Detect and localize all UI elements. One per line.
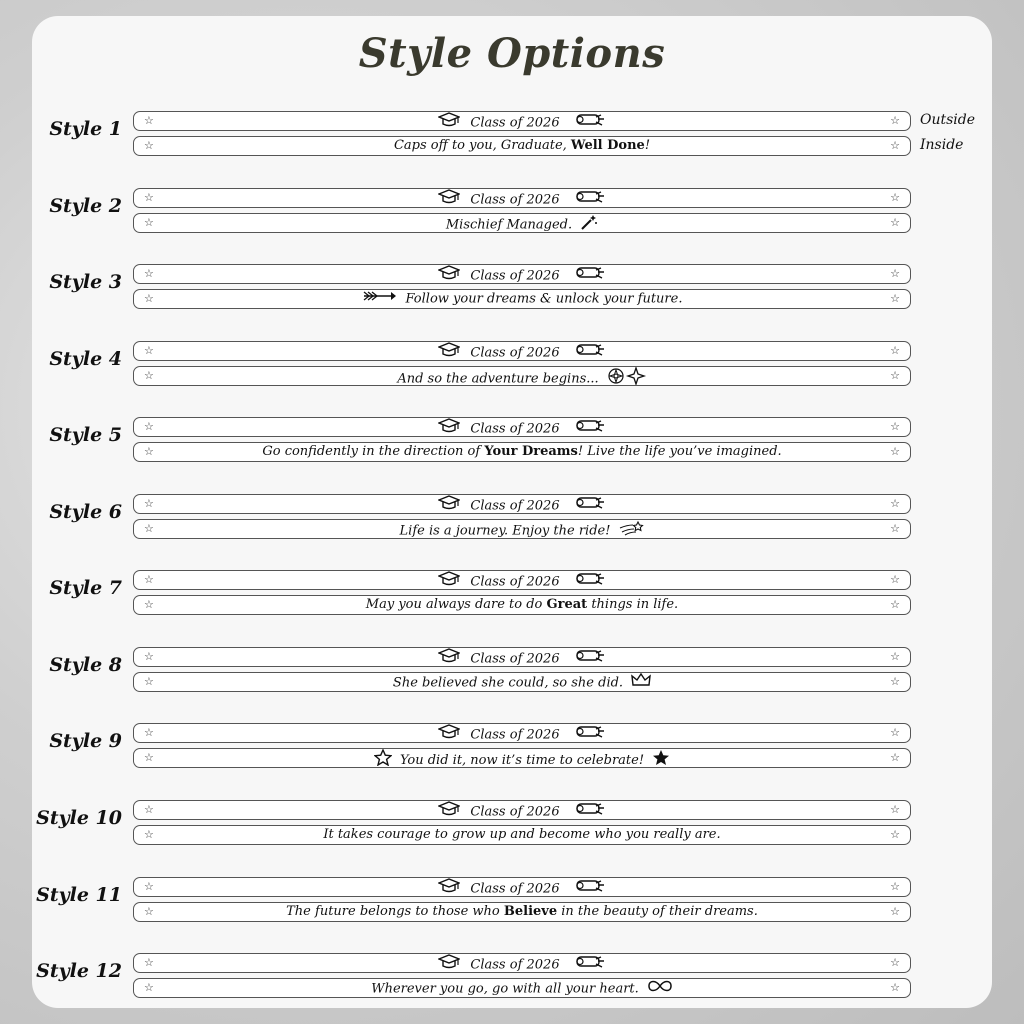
message-text: May you always dare to do <box>365 597 547 612</box>
diploma-icon <box>574 343 606 363</box>
class-year-text: Class of 2026 <box>470 881 560 897</box>
star-icon: ☆ <box>890 497 900 510</box>
star-icon: ☆ <box>890 292 900 305</box>
star-icon: ☆ <box>890 522 900 535</box>
diploma-icon <box>574 802 606 822</box>
outside-text <box>134 801 910 819</box>
star-icon: ☆ <box>144 369 154 382</box>
outside-text <box>134 571 910 589</box>
outside-band[interactable] <box>133 264 911 284</box>
star-icon: ☆ <box>144 675 154 688</box>
star-icon: ☆ <box>144 139 154 152</box>
style-label: Style 9 <box>49 730 122 752</box>
star-icon: ☆ <box>890 828 900 841</box>
outside-text <box>134 189 910 207</box>
diploma-icon <box>574 725 606 745</box>
star-icon: ☆ <box>144 420 154 433</box>
outside-text <box>134 112 910 130</box>
style-label: Style 5 <box>49 424 122 446</box>
grad-cap-icon <box>438 878 460 900</box>
infinity-icon <box>647 979 673 999</box>
compass-icon <box>607 367 647 391</box>
outside-text <box>134 648 910 666</box>
inside-text <box>134 137 910 155</box>
style-label: Style 11 <box>36 884 122 906</box>
outside-label: Outside <box>920 112 976 128</box>
star-icon: ☆ <box>144 216 154 229</box>
inside-text <box>134 903 910 921</box>
grad-cap-icon <box>438 495 460 517</box>
class-year-text: Class of 2026 <box>470 498 560 514</box>
star-icon: ☆ <box>890 369 900 382</box>
outside-band[interactable] <box>133 953 911 973</box>
inside-band[interactable] <box>133 748 911 768</box>
star-icon: ☆ <box>890 956 900 969</box>
class-year-text: Class of 2026 <box>470 957 560 973</box>
star-icon: ☆ <box>144 445 154 458</box>
inside-text <box>134 826 910 844</box>
star-icon: ☆ <box>890 267 900 280</box>
message-text: It takes courage to grow up and become who you really are. <box>323 827 721 842</box>
star-icon: ☆ <box>144 598 154 611</box>
outside-text <box>134 878 910 896</box>
inside-text <box>134 596 910 614</box>
star-icon: ☆ <box>144 905 154 918</box>
star-icon: ☆ <box>144 726 154 739</box>
star-icon: ☆ <box>890 905 900 918</box>
star-outline-icon <box>374 749 392 772</box>
star-icon: ☆ <box>890 981 900 994</box>
star-icon: ☆ <box>144 191 154 204</box>
inside-band[interactable] <box>133 366 911 386</box>
inside-band[interactable] <box>133 136 911 156</box>
outside-text <box>134 342 910 360</box>
outside-text <box>134 265 910 283</box>
inside-text <box>134 520 910 538</box>
star-icon: ☆ <box>144 497 154 510</box>
star-icon: ☆ <box>890 216 900 229</box>
star-icon: ☆ <box>890 139 900 152</box>
star-icon: ☆ <box>890 191 900 204</box>
star-icon: ☆ <box>144 114 154 127</box>
message-text: You did it, now it’s time to celebrate! <box>399 753 645 768</box>
class-year-text: Class of 2026 <box>470 651 560 667</box>
diploma-icon <box>574 190 606 210</box>
outside-band[interactable] <box>133 570 911 590</box>
outside-band[interactable] <box>133 188 911 208</box>
star-icon: ☆ <box>144 981 154 994</box>
message-text: Go confidently in the direction of <box>262 444 485 459</box>
outside-text <box>134 954 910 972</box>
message-text: Mischief Managed. <box>445 217 573 233</box>
message-text: Life is a journey. Enjoy the ride! <box>399 523 611 539</box>
inside-text <box>134 749 910 767</box>
star-icon: ☆ <box>144 292 154 305</box>
style-label: Style 7 <box>49 577 122 599</box>
star-icon: ☆ <box>890 675 900 688</box>
style-label: Style 6 <box>49 501 122 523</box>
star-icon: ☆ <box>144 650 154 663</box>
inside-band[interactable] <box>133 442 911 462</box>
grad-cap-icon <box>438 648 460 670</box>
style-label: Style 1 <box>49 118 122 140</box>
message-text: She believed she could, so she did. <box>392 675 624 691</box>
message-text-end: things in life. <box>587 597 679 612</box>
inside-band[interactable] <box>133 519 911 539</box>
crown-icon <box>631 673 651 693</box>
class-year-text: Class of 2026 <box>470 421 560 437</box>
message-bold-text: Believe <box>503 904 558 919</box>
star-icon: ☆ <box>890 445 900 458</box>
message-bold-text: Well Done <box>570 138 645 153</box>
class-year-text: Class of 2026 <box>470 192 560 208</box>
star-icon: ☆ <box>890 598 900 611</box>
inside-band[interactable] <box>133 825 911 845</box>
inside-band[interactable] <box>133 289 911 309</box>
outside-band[interactable] <box>133 800 911 820</box>
grad-cap-icon <box>438 418 460 440</box>
class-year-text: Class of 2026 <box>470 345 560 361</box>
diploma-icon <box>574 266 606 286</box>
star-icon: ☆ <box>144 956 154 969</box>
message-text-end: ! Live the life you’ve imagined. <box>577 444 782 459</box>
star-icon: ☆ <box>890 114 900 127</box>
class-year-text: Class of 2026 <box>470 268 560 284</box>
inside-band[interactable] <box>133 672 911 692</box>
magic-wand-icon <box>580 214 598 236</box>
star-icon: ☆ <box>144 880 154 893</box>
diploma-icon <box>574 879 606 899</box>
grad-cap-icon <box>438 342 460 364</box>
style-label: Style 4 <box>49 348 122 370</box>
outside-text <box>134 495 910 513</box>
star-icon: ☆ <box>144 828 154 841</box>
diploma-icon <box>574 419 606 439</box>
message-bold-text: Great <box>546 597 588 612</box>
grad-cap-icon <box>438 801 460 823</box>
inside-text <box>134 214 910 232</box>
star-icon: ☆ <box>890 420 900 433</box>
star-icon: ☆ <box>890 751 900 764</box>
diploma-icon <box>574 572 606 592</box>
star-icon: ☆ <box>144 344 154 357</box>
star-icon: ☆ <box>144 267 154 280</box>
outside-band[interactable] <box>133 877 911 897</box>
message-text: Caps off to you, Graduate, <box>393 138 571 153</box>
class-year-text: Class of 2026 <box>470 574 560 590</box>
outside-text <box>134 724 910 742</box>
inside-band[interactable] <box>133 213 911 233</box>
inside-text <box>134 443 910 461</box>
message-text: And so the adventure begins... <box>397 371 599 387</box>
inside-band[interactable] <box>133 902 911 922</box>
shooting-star-icon <box>618 520 644 542</box>
inside-text <box>134 290 910 308</box>
outside-band[interactable] <box>133 417 911 437</box>
message-text-end: in the beauty of their dreams. <box>557 904 758 919</box>
star-icon: ☆ <box>144 803 154 816</box>
inside-band[interactable] <box>133 595 911 615</box>
diploma-icon <box>574 496 606 516</box>
style-label: Style 8 <box>49 654 122 676</box>
diploma-icon <box>574 649 606 669</box>
outside-band[interactable] <box>133 111 911 131</box>
inside-text <box>134 673 910 691</box>
page-title: Style Options <box>358 30 666 77</box>
style-label: Style 10 <box>36 807 122 829</box>
star-icon: ☆ <box>890 880 900 893</box>
message-text-end: ! <box>644 138 651 153</box>
grad-cap-icon <box>438 954 460 976</box>
star-icon: ☆ <box>890 726 900 739</box>
class-year-text: Class of 2026 <box>470 804 560 820</box>
star-icon: ☆ <box>890 803 900 816</box>
star-icon: ☆ <box>890 650 900 663</box>
inside-text <box>134 367 910 385</box>
star-icon: ☆ <box>890 573 900 586</box>
inside-text <box>134 979 910 997</box>
grad-cap-icon <box>438 189 460 211</box>
inside-label: Inside <box>920 137 964 153</box>
outside-band[interactable] <box>133 341 911 361</box>
message-text: Wherever you go, go with all your heart. <box>371 981 639 997</box>
outside-band[interactable] <box>133 723 911 743</box>
grad-cap-icon <box>438 265 460 287</box>
class-year-text: Class of 2026 <box>470 115 560 131</box>
class-year-text: Class of 2026 <box>470 727 560 743</box>
star-icon: ☆ <box>890 344 900 357</box>
inside-band[interactable] <box>133 978 911 998</box>
outside-text <box>134 418 910 436</box>
grad-cap-icon <box>438 724 460 746</box>
grad-cap-icon <box>438 112 460 134</box>
arrow-icon <box>362 290 398 308</box>
diploma-icon <box>574 113 606 133</box>
style-label: Style 2 <box>49 195 122 217</box>
style-label: Style 12 <box>36 960 122 982</box>
star-icon: ☆ <box>144 573 154 586</box>
outside-band[interactable] <box>133 647 911 667</box>
message-bold-text: Your Dreams <box>484 444 578 459</box>
message-text: Follow your dreams & unlock your future. <box>405 291 683 307</box>
star-icon: ☆ <box>144 751 154 764</box>
star-filled-icon <box>652 749 670 772</box>
message-text: The future belongs to those who <box>286 904 504 919</box>
style-label: Style 3 <box>49 271 122 293</box>
outside-band[interactable] <box>133 494 911 514</box>
star-icon: ☆ <box>144 522 154 535</box>
diploma-icon <box>574 955 606 975</box>
grad-cap-icon <box>438 571 460 593</box>
